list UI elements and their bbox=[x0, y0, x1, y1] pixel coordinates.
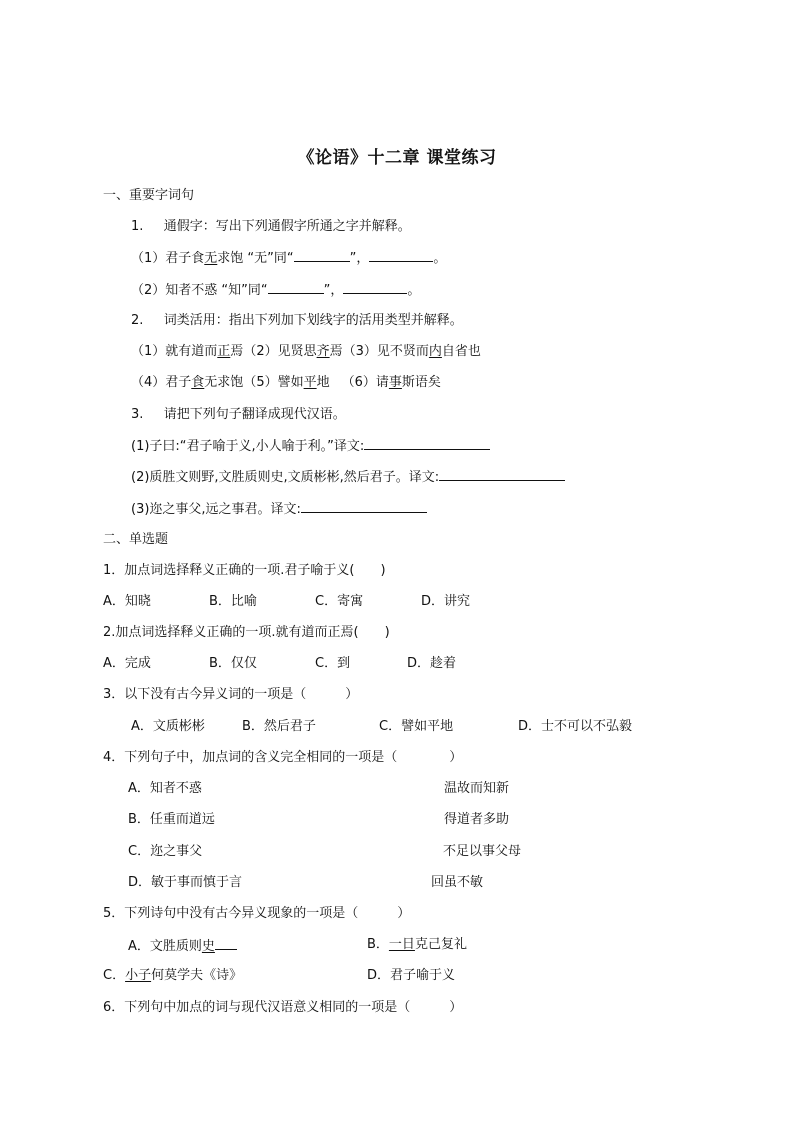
question-text: 请把下列句子翻译成现代汉语。 bbox=[163, 407, 346, 422]
question-text: 通假字：写出下列通假字所通之字并解释。 bbox=[163, 219, 411, 234]
option-b[interactable]: B．然后君子 bbox=[242, 719, 316, 734]
translation-item-3: (3)迩之事父,远之事君。译文: bbox=[131, 500, 427, 519]
answer-blank[interactable] bbox=[369, 249, 433, 262]
question-text: 词类活用：指出下列加下划线字的活用类型并解释。 bbox=[163, 313, 463, 328]
underlined-word: 无 bbox=[204, 251, 218, 266]
translation-item-1: (1)子曰:“君子喻于义,小人喻于利。”译文: bbox=[131, 437, 490, 456]
answer-blank[interactable] bbox=[294, 249, 350, 262]
option-c[interactable]: C．到 bbox=[315, 656, 351, 671]
option-a[interactable]: A．完成 bbox=[103, 656, 151, 671]
section-heading-key-words: 一、重要字词句 bbox=[103, 188, 195, 203]
q5-option-d[interactable]: D．君子喻于义 bbox=[367, 968, 456, 983]
tongjiazi-item-2: （2）知者不惑 “知”同“ ”， 。 bbox=[131, 283, 421, 298]
q4-option-b[interactable]: B．任重而道远 bbox=[128, 812, 215, 827]
question-number: 1. bbox=[131, 219, 144, 234]
option-a[interactable]: A．文质彬彬 bbox=[131, 719, 205, 734]
translation-item-2: (2)质胜文则野,文胜质则史,文质彬彬,然后君子。译文: bbox=[131, 468, 565, 487]
mc-question-6: 6．下列句中加点的词与现代汉语意义相同的一项是（ ） bbox=[103, 1000, 463, 1015]
mc-question-1: 1．加点词选择释义正确的一项.君子喻于义( ) bbox=[103, 563, 386, 578]
answer-blank[interactable] bbox=[364, 437, 490, 450]
word-class-items-2: （4）君子食无求饱（5）譬如平地 （6）请事斯语矣 bbox=[131, 375, 441, 390]
mc-question-4: 4．下列句子中，加点词的含义完全相同的一项是（ ） bbox=[103, 750, 463, 765]
option-b[interactable]: B．仅仅 bbox=[209, 656, 257, 671]
q-translation bbox=[131, 406, 346, 424]
mc-question-3: 3．以下没有古今异义词的一项是（ ） bbox=[103, 687, 359, 702]
option-d[interactable]: D．讲究 bbox=[421, 594, 471, 609]
q-tongjiazi bbox=[131, 218, 411, 236]
q4-option-d-compare: 回虽不敏 bbox=[431, 875, 484, 890]
answer-blank[interactable] bbox=[268, 281, 324, 294]
answer-blank[interactable] bbox=[301, 500, 427, 513]
question-number: 2. bbox=[131, 313, 144, 328]
q4-option-d[interactable]: D．敏于事而慎于言 bbox=[128, 875, 243, 890]
q-word-class-shift bbox=[131, 312, 463, 330]
q4-option-b-compare: 得道者多助 bbox=[444, 812, 510, 827]
page-title: 《论语》十二章 课堂练习 bbox=[297, 148, 497, 168]
option-d[interactable]: D．士不可以不弘毅 bbox=[518, 719, 633, 734]
option-a[interactable]: A．知晓 bbox=[103, 594, 151, 609]
section-heading-single-choice: 二、单选题 bbox=[103, 532, 169, 547]
mc-question-5: 5．下列诗句中没有古今异义现象的一项是（ ） bbox=[103, 906, 411, 921]
mc-question-2: 2.加点词选择释义正确的一项.就有道而正焉( ) bbox=[103, 625, 390, 640]
option-d[interactable]: D．趁着 bbox=[407, 656, 457, 671]
option-b[interactable]: B．比喻 bbox=[209, 594, 257, 609]
question-number: 3. bbox=[131, 407, 144, 422]
q5-option-c[interactable]: C．小子何莫学夫《诗》 bbox=[103, 968, 243, 983]
q4-option-a[interactable]: A．知者不惑 bbox=[128, 781, 202, 796]
q4-option-a-compare: 温故而知新 bbox=[444, 781, 510, 796]
word-class-items-1: （1）就有道而正焉（2）见贤思齐焉（3）见不贤而内自省也 bbox=[131, 344, 481, 359]
option-c[interactable]: C．寄寓 bbox=[315, 594, 364, 609]
tongjiazi-item-1: （1）君子食无求饱 “无”同“ ”， 。 bbox=[131, 251, 447, 266]
q5-option-b[interactable]: B．一日克己复礼 bbox=[367, 937, 467, 952]
option-c[interactable]: C．譬如平地 bbox=[379, 719, 454, 734]
q4-option-c[interactable]: C．迩之事父 bbox=[128, 844, 203, 859]
q5-option-a[interactable]: A．文胜质则史 bbox=[128, 936, 237, 956]
answer-blank[interactable] bbox=[343, 281, 407, 294]
answer-blank[interactable] bbox=[439, 468, 565, 481]
q4-option-c-compare: 不足以事父母 bbox=[443, 844, 522, 859]
